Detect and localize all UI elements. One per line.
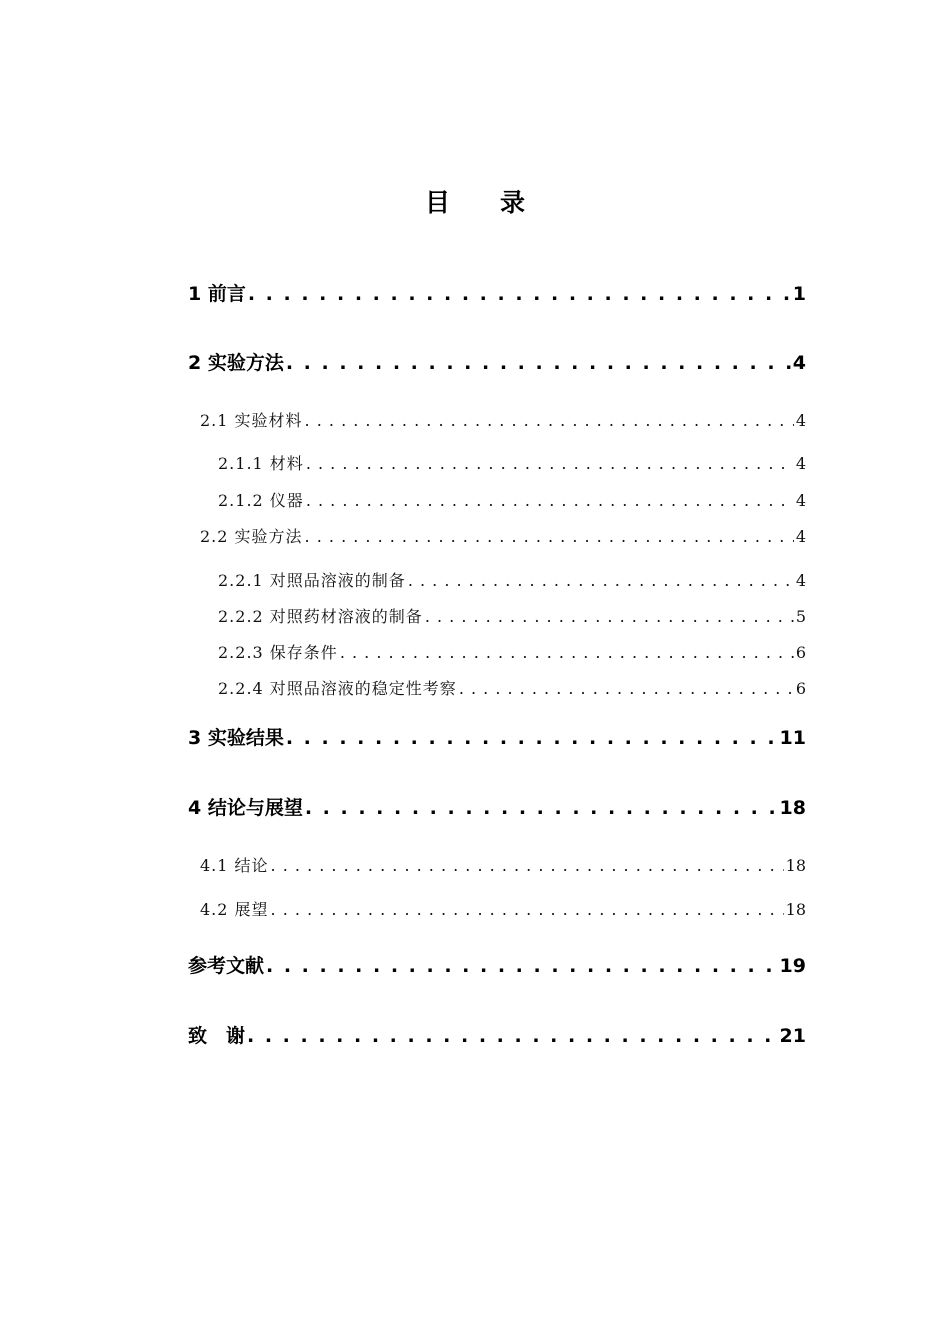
- toc-page-number: 18: [785, 856, 806, 875]
- toc-page-number: 4: [795, 491, 806, 510]
- toc-entry-label: 4 结论与展望: [188, 797, 303, 819]
- toc-page-number: 18: [785, 900, 806, 919]
- toc-entry-2-2[interactable]: [200, 525, 806, 549]
- toc-page-number: 18: [779, 797, 806, 819]
- toc-leader-dots: [248, 280, 791, 308]
- toc-entry-label: 2.1 实验材料: [200, 411, 303, 430]
- toc-entry-label: 2.2.2 对照药材溶液的制备: [218, 607, 423, 626]
- toc-entry-label: 2.1.1 材料: [218, 454, 304, 473]
- toc-leader-dots: [408, 569, 794, 593]
- toc-entry-conclusion[interactable]: [188, 794, 806, 822]
- toc-page-number: 21: [779, 1025, 806, 1047]
- toc-leader-dots: [266, 952, 778, 980]
- toc-page-number: 4: [795, 411, 806, 430]
- toc-entry-4-2[interactable]: [200, 898, 806, 922]
- toc-entry-2-2-3[interactable]: [218, 641, 806, 665]
- toc-leader-dots: [286, 724, 778, 752]
- toc-leader-dots: [271, 898, 784, 922]
- toc-entry-acknowledgements[interactable]: [188, 1022, 806, 1050]
- toc-entry-2-2-1[interactable]: [218, 569, 806, 593]
- toc-entry-label: 4.1 结论: [200, 856, 269, 875]
- toc-entry-label: 2.2.1 对照品溶液的制备: [218, 571, 406, 590]
- toc-leader-dots: [271, 854, 784, 878]
- toc-leader-dots: [306, 489, 794, 513]
- toc-leader-dots: [247, 1022, 778, 1050]
- toc-entry-label: 4.2 展望: [200, 900, 269, 919]
- toc-entry-preface[interactable]: [188, 280, 806, 308]
- toc-entry-2-2-2[interactable]: [218, 605, 806, 629]
- toc-entry-label: 2.2 实验方法: [200, 527, 303, 546]
- toc-entry-label: 2.2.4 对照品溶液的稳定性考察: [218, 679, 457, 698]
- toc-page-number: 11: [779, 727, 806, 749]
- toc-page-number: 4: [795, 454, 806, 473]
- toc-page-number: 4: [795, 571, 806, 590]
- toc-leader-dots: [340, 641, 794, 665]
- toc-entry-label: 致 谢: [188, 1025, 246, 1047]
- toc-page-number: 19: [779, 955, 806, 977]
- toc-leader-dots: [286, 349, 791, 377]
- toc-entry-label: 参考文献: [188, 955, 265, 977]
- toc-page-number: 4: [795, 527, 806, 546]
- toc-entry-references[interactable]: [188, 952, 806, 980]
- toc-entry-results[interactable]: [188, 724, 806, 752]
- toc-entry-2-1-2[interactable]: [218, 489, 806, 513]
- toc-page-number: 1: [792, 283, 806, 305]
- toc-leader-dots: [305, 794, 778, 822]
- toc-entry-label: 3 实验结果: [188, 727, 284, 749]
- toc-entry-label: 2 实验方法: [188, 352, 284, 374]
- toc-entry-4-1[interactable]: [200, 854, 806, 878]
- toc-entry-label: 2.2.3 保存条件: [218, 643, 338, 662]
- toc-leader-dots: [425, 605, 794, 629]
- toc-entry-2-1[interactable]: [200, 409, 806, 433]
- toc-leader-dots: [306, 452, 794, 476]
- toc-page-number: 6: [795, 643, 806, 662]
- toc-entry-methods[interactable]: [188, 349, 806, 377]
- toc-leader-dots: [305, 525, 794, 549]
- toc-leader-dots: [305, 409, 794, 433]
- toc-page-number: 5: [795, 607, 806, 626]
- toc-leader-dots: [459, 677, 794, 701]
- toc-entry-2-2-4[interactable]: [218, 677, 806, 701]
- toc-entry-label: 2.1.2 仪器: [218, 491, 304, 510]
- toc-page-number: 4: [792, 352, 806, 374]
- page-title: 目 录: [424, 188, 525, 217]
- toc-page-number: 6: [795, 679, 806, 698]
- toc-entry-label: 1 前言: [188, 283, 246, 305]
- toc-entry-2-1-1[interactable]: [218, 452, 806, 476]
